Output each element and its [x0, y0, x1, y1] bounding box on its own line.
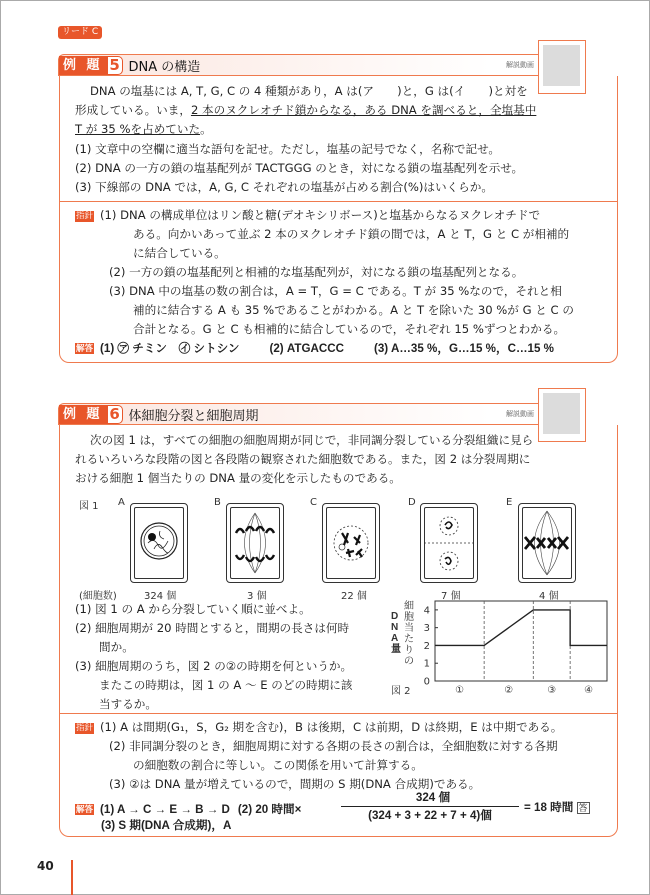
example-tag: 例 題	[59, 405, 107, 424]
prophase-chromosomes-icon	[322, 503, 380, 583]
answer-result: = 18 時間 答	[524, 801, 588, 814]
fig1-label: 図 1	[79, 501, 99, 512]
metaphase-chromosomes-icon	[518, 503, 576, 583]
fraction-numerator: 324 個	[415, 791, 451, 804]
cell-letter: E	[506, 497, 513, 508]
cell-count: 22 個	[341, 591, 367, 602]
ex6-question: 間か。	[99, 640, 134, 654]
example-6-header	[58, 403, 538, 425]
ex6-body-line: おける細胞 1 個当たりの DNA 量の変化を示したものである。	[75, 471, 401, 485]
interphase-nucleus-icon	[130, 503, 188, 583]
telophase-nuclei-icon	[420, 503, 478, 583]
ex6-question: (3) 細胞周期のうち，図 2 の②の時期を何というか。	[75, 659, 353, 673]
ex6-question: またこの時期は，図 1 の A ～ E のどの時期に該	[99, 678, 353, 692]
cell-letter: B	[214, 497, 221, 508]
example-number: 5	[107, 56, 123, 75]
divider	[59, 201, 618, 202]
ex5-hint-line: (3) DNA 中の塩基の数の割合は，A = T，G = C である。T が 35 %なので，それと相	[109, 284, 562, 298]
cell-diagram-anaphase	[226, 503, 284, 583]
ex5-question: (2) DNA の一方の鎖の塩基配列が TACTGGG のとき，対になる鎖の塩基配列を示せ。	[75, 161, 524, 175]
ex5-answer: 解答 (1) ㋐ チミン ㋑ シトシン (2) ATGACCC (3) A…35 %，G…15 %，C…15 %	[76, 342, 554, 355]
answer-label: 解答	[76, 343, 94, 353]
cell-count: 324 個	[144, 591, 177, 602]
phase-label: ②	[504, 685, 514, 695]
ex6-answer-line: 解答 (1) A → C → E → B → D (2) 20 時間×	[76, 803, 302, 816]
hint-label: 指針	[76, 723, 94, 733]
example-number: 6	[107, 405, 123, 424]
cell-count: 4 個	[539, 591, 559, 602]
cell-diagram-telophase	[420, 503, 478, 583]
cell-count-label: (細胞数)	[79, 591, 117, 602]
y-tick-label: 4	[423, 605, 430, 617]
y-tick-label: 3	[423, 623, 430, 635]
ex5-hint-line: 合計となる。G と C も相補的に結合しているので，それぞれ 15 %ずつとわかる。	[133, 322, 566, 336]
y-tick-label: 2	[423, 640, 430, 652]
example-tag: 例 題	[59, 56, 107, 75]
ex5-hint-line: 指針 (1) DNA の構成単位はリン酸と糖(デオキシリボース)と塩基からなるヌクレオチドで	[76, 208, 541, 222]
ex6-hint-line: 指針 (1) A は間期(G₁，S，G₂ 期を含む)，B は後期，C は前期，D は終期，E は中期である。	[76, 720, 563, 734]
ex5-body-line: T が 35 %を占めていた。	[75, 122, 212, 136]
page-number: 40	[37, 859, 54, 873]
ex6-question: 当するか。	[99, 697, 157, 711]
y-tick-label: 1	[423, 658, 430, 670]
ex6-hint-line: の細胞数の割合に等しい。この関係を用いて計算する。	[133, 758, 423, 772]
divider	[59, 713, 618, 714]
hint-label: 指針	[76, 211, 94, 221]
cell-diagram-interphase	[130, 503, 188, 583]
ex6-question: (2) 細胞周期が 20 時間とすると，間期の長さは何時	[75, 621, 350, 635]
chart-frame	[435, 601, 607, 681]
example-5-header	[58, 54, 538, 76]
ex5-hint-line: に結合している。	[133, 246, 226, 260]
ex6-question: (1) 図 1 の A から分裂していく順に並べよ。	[75, 602, 311, 616]
anaphase-chromosomes-icon	[226, 503, 284, 583]
ex6-hint-line: (3) ②は DNA 量が増えているので，間期の S 期(DNA 合成期)である。	[109, 777, 481, 791]
example-title: 体細胞分裂と細胞周期	[128, 408, 259, 424]
ex5-hint-line: ある。向かいあって並ぶ 2 本のヌクレオチド鎖の間では，A と T，G と C が相補的	[133, 227, 570, 241]
ex6-body-line: 次の図 1 は，すべての細胞の細胞周期が同じで，非同調分裂している分裂組織に見ら	[90, 433, 534, 447]
ex5-hint-line: 補的に結合する A も 35 %であることがわかる。A と T を除いた 30 %が G と C の	[133, 303, 574, 317]
answer-mark: 答	[578, 803, 588, 813]
phase-label: ③	[547, 685, 557, 695]
answer-label: 解答	[76, 804, 94, 814]
ex5-hint-line: (2) 一方の鎖の塩基配列と相補的な塩基配列が，対になる鎖の塩基配列となる。	[109, 265, 524, 279]
lead-level-badge: リード C	[58, 26, 102, 39]
fig2-label: 図 2	[391, 686, 411, 697]
dna-amount-line	[435, 610, 607, 646]
cell-letter: A	[118, 497, 125, 508]
cell-diagram-prophase	[322, 503, 380, 583]
example-title: DNA の構造	[128, 59, 201, 75]
cell-letter: D	[408, 497, 416, 508]
dna-amount-chart	[413, 595, 613, 695]
ex5-question: (3) 下線部の DNA では，A, G, C それぞれの塩基が占める割合(%)はいくらか。	[75, 180, 493, 194]
phase-label: ①	[455, 685, 465, 695]
ex5-question: (1) 文章中の空欄に適当な語句を記せ。ただし，塩基の記号でなく，名称で記せ。	[75, 142, 500, 156]
ex5-body-line: DNA の塩基には A, T, G, C の 4 種類があり，A は(ア )と，G は(イ )と対を	[90, 84, 528, 98]
chart-ylabel-dna: DNA量	[391, 611, 401, 655]
chart-ylabel-per-cell: 細胞当たりの	[404, 601, 414, 667]
page-margin-bar	[71, 860, 73, 895]
y-tick-label: 0	[423, 676, 430, 688]
cell-letter: C	[310, 497, 317, 508]
phase-label: ④	[584, 685, 594, 695]
cell-diagram-metaphase	[518, 503, 576, 583]
ex6-answer-line: (3) S 期(DNA 合成期)，A	[101, 819, 232, 832]
cell-count: 3 個	[247, 591, 267, 602]
video-label[interactable]: 解説動画	[506, 61, 534, 69]
ex6-hint-line: (2) 非同調分裂のとき，細胞周期に対する各期の長さの割合は，全細胞数に対する各期	[109, 739, 558, 753]
cell-count: 7 個	[441, 591, 461, 602]
ex5-body-line: 形成している。いま，2 本のヌクレオチド鎖からなる，ある DNA を調べると，全塩基中	[75, 103, 537, 117]
fraction-denominator: (324 + 3 + 22 + 7 + 4)個	[368, 809, 492, 822]
video-label[interactable]: 解説動画	[506, 410, 534, 418]
ex6-body-line: れるいろいろな段階の図と各段階の観察された細胞数である。また，図 2 は分裂周期に	[75, 452, 531, 466]
